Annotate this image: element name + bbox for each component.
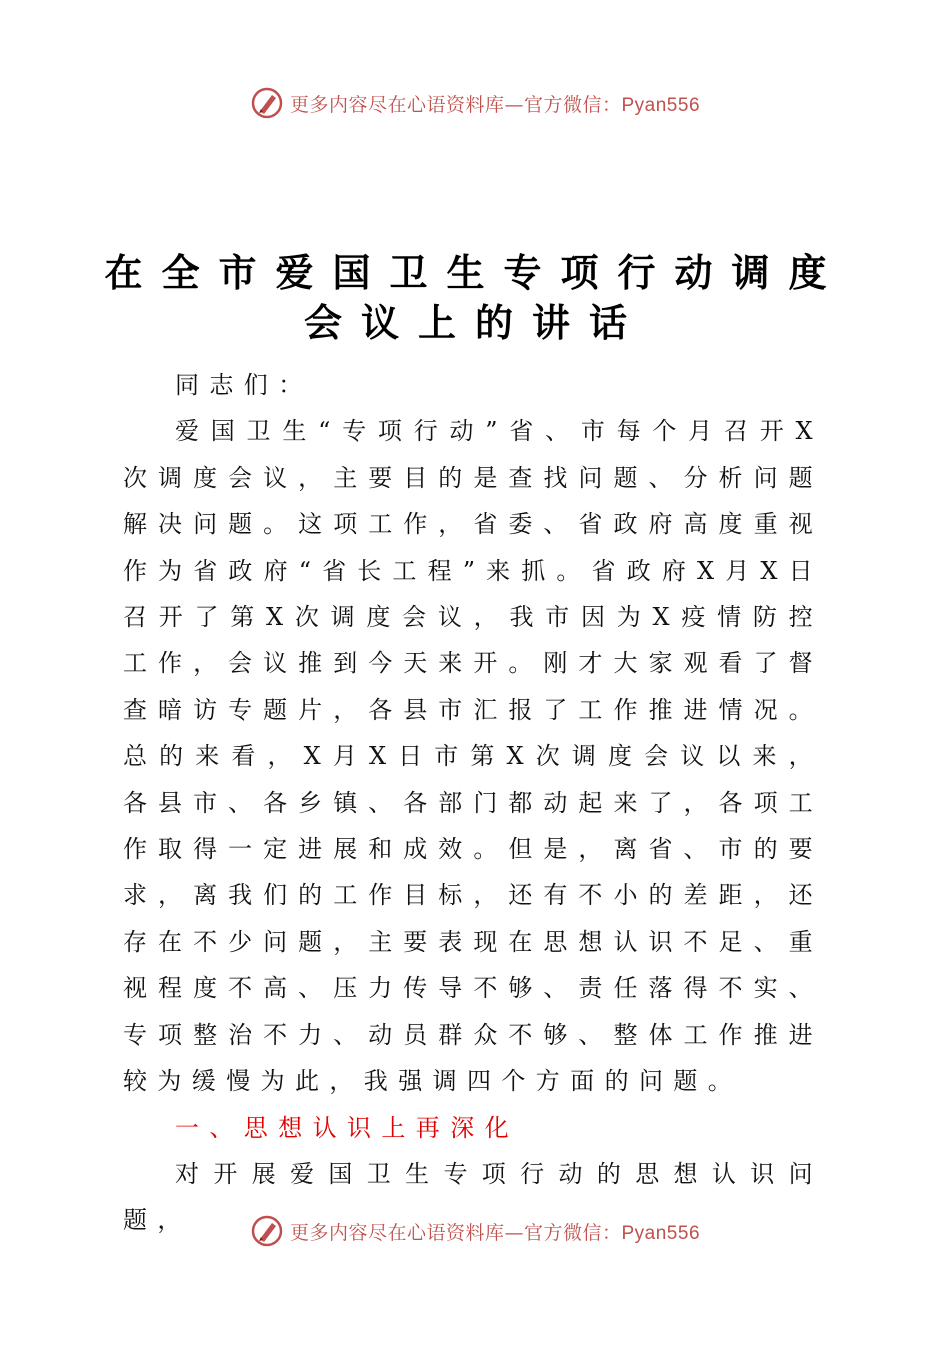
salutation: 同志们： <box>175 371 313 399</box>
pen-logo-icon <box>250 86 284 120</box>
document-title-line-1: 在全市爱国卫生专项行动调度 <box>104 251 846 295</box>
footer-watermark <box>0 1214 950 1248</box>
watermark-text: 更多内容尽在心语资料库—官方微信：Pyan556 <box>289 1221 701 1244</box>
watermark-text: 更多内容尽在心语资料库—官方微信：Pyan556 <box>289 93 701 116</box>
document-title-line-2: 会议上的讲话 <box>303 301 646 345</box>
document-body <box>123 362 823 1244</box>
wechat-id: Pyan556 <box>621 1222 701 1244</box>
pen-logo-icon <box>250 1214 284 1248</box>
section-heading: 一、思想认识上再深化 <box>175 1113 519 1142</box>
header-watermark <box>0 86 950 120</box>
paragraph: 对开展爱国卫生专项行动的思想认识问题， <box>123 1159 823 1235</box>
paragraph: 爱国卫生“专项行动”省、市每个月召开X次调度会议，主要目的是查找问题、分析问题解决问题。这项工作，省委、省政府高度重视作为省政府“省长工程”来抓。省政府X月X日召开了第X次调度会议，我市因为X疫情防控工作，会议推到今天来开。刚才大家观看了督查暗访专题片，各县市汇报了工作推进情况。总的来看，X月X日市第X次调度会议以来，各县市、各乡镇、各部门都动起来了，各项工作取得一定进展和成效。但是，离省、市的要求，离我们的工作目标，还有不小的差距，还存在不少问题，主要表现在思想认识不足、重视程度不高、压力传导不够、责任落得不实、专项整治不力、动员群众不够、整体工作推进较为缓慢为此，我强调四个方面的问题。 <box>123 417 823 1096</box>
wechat-id: Pyan556 <box>621 94 701 116</box>
